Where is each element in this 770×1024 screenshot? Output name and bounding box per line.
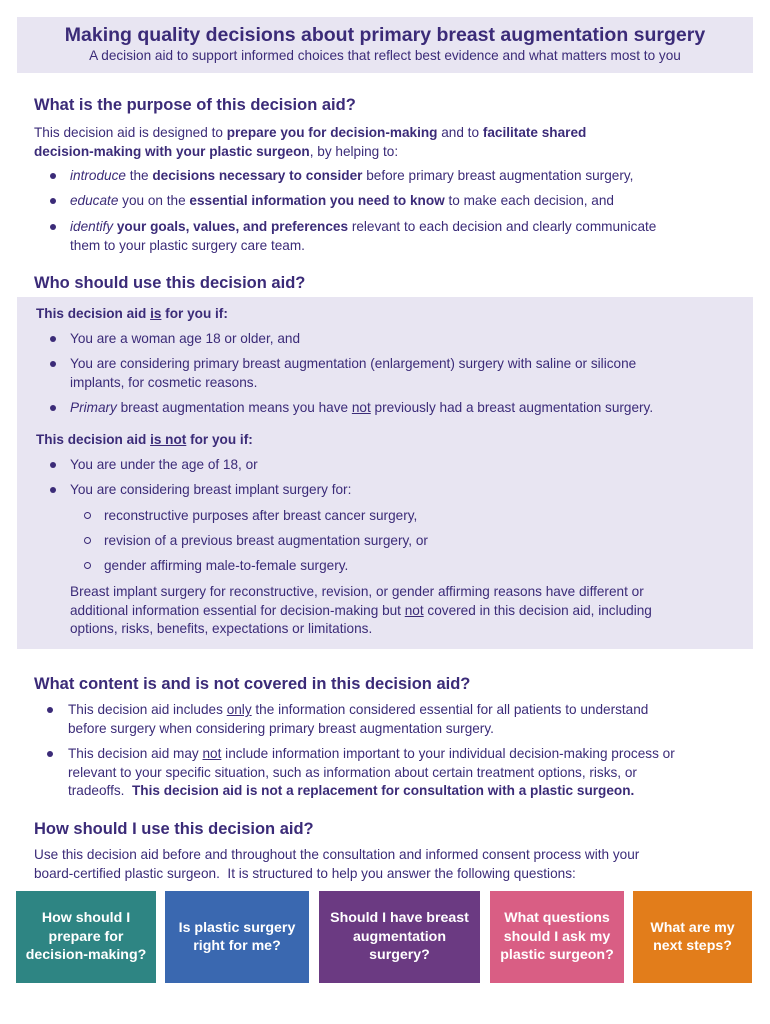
document-subtitle: A decision aid to support informed choices that reflect best evidence and what matters most to you (89, 48, 681, 63)
item-underline: not (351, 400, 371, 415)
nav-box-label: Should I have breast augmentation surgery? (330, 910, 469, 964)
content-bullet (68, 701, 648, 738)
howto-heading: How should I use this decision aid? (34, 820, 314, 838)
howto-line: board-certified plastic surgeon. It is structured to help you answer the following questions: (34, 865, 576, 881)
purpose-bullet (70, 218, 656, 255)
item-text: breast augmentation means you have (116, 400, 352, 415)
nav-box-next-steps[interactable] (633, 891, 752, 983)
bullet-bold: your goals, values, and preferences (116, 219, 349, 234)
item-underline: not (202, 746, 222, 761)
bullet-icon (50, 361, 56, 367)
nav-box-questions[interactable] (490, 891, 624, 983)
item-text: before surgery when considering primary breast augmentation surgery. (68, 720, 494, 736)
bullet-icon (50, 224, 56, 230)
bullet-text: before primary breast augmentation surgery, (362, 168, 634, 183)
purpose-intro (34, 124, 734, 161)
for-item (70, 399, 653, 418)
item-text: relevant to your specific situation, such as information about certain treatment options, risks, or (68, 764, 637, 780)
item-bold: This decision aid is not a replacement for consultation with a plastic surgeon. (131, 783, 635, 798)
label-text: This decision aid (36, 432, 151, 447)
item-text: the information considered essential for all patients to understand (251, 702, 649, 717)
for-label (36, 305, 228, 323)
purpose-bullet (70, 167, 633, 186)
bullet-text: them to your plastic surgery care team. (70, 237, 305, 253)
bullet-italic: identify (70, 219, 114, 234)
note-text: options, risks, benefits, expectations or limitations. (70, 621, 373, 636)
nav-box-right-for-me[interactable] (165, 891, 309, 983)
purpose-bullet (70, 192, 614, 211)
circle-bullet-icon (84, 512, 91, 519)
item-underline: only (226, 702, 252, 717)
nav-box-label: What questions should I ask my plastic surgeon? (500, 910, 614, 964)
label-text: for you if: (186, 432, 253, 447)
nav-box-prepare[interactable] (16, 891, 156, 983)
item-text: You are considering primary breast augmentation (enlargement) surgery with saline or silicone (70, 356, 637, 371)
document-header (17, 17, 753, 73)
who-heading: Who should use this decision aid? (34, 274, 306, 292)
label-text: This decision aid (36, 306, 151, 321)
bullet-italic: educate (70, 193, 119, 208)
bullet-text: relevant to each decision and clearly communicate (348, 219, 657, 234)
bullet-text: the (125, 168, 153, 183)
bullet-italic: introduce (70, 168, 126, 183)
item-text: tradeoffs. (68, 783, 132, 798)
label-underline: is (150, 306, 162, 321)
bullet-icon (47, 751, 53, 757)
intro-text: , by helping to: (309, 143, 399, 159)
bullet-icon (50, 198, 56, 204)
who-note (70, 583, 652, 639)
intro-text: This decision aid is designed to (34, 125, 227, 140)
note-text: Breast implant surgery for reconstructive, revision, or gender affirming reasons have different or (70, 584, 644, 599)
intro-bold: prepare you for decision-making (226, 125, 438, 140)
note-underline: not (404, 602, 424, 618)
item-text: This decision aid may (68, 746, 203, 761)
nav-box-should-i-have[interactable] (319, 891, 480, 983)
label-underline: is not (150, 432, 187, 447)
bullet-text: to make each decision, and (444, 193, 614, 208)
bullet-icon (50, 462, 56, 468)
intro-bold: facilitate shared (482, 125, 587, 140)
not-for-item: You are considering breast implant surgery for: (70, 482, 352, 497)
nav-box-label: What are my next steps? (650, 919, 735, 954)
intro-bold: decision-making with your plastic surgeon (34, 143, 310, 159)
bullet-icon (50, 336, 56, 342)
item-italic: Primary (70, 400, 117, 415)
bullet-icon (47, 707, 53, 713)
document-title: Making quality decisions about primary breast augmentation surgery (64, 24, 706, 46)
item-text: implants, for cosmetic reasons. (70, 374, 258, 390)
bullet-icon (50, 487, 56, 493)
purpose-heading: What is the purpose of this decision aid? (34, 96, 356, 114)
bullet-icon (50, 405, 56, 411)
bullet-text: you on the (118, 193, 190, 208)
note-text: covered in this decision aid, including (423, 602, 652, 618)
item-text: previously had a breast augmentation surgery. (370, 400, 654, 415)
bullet-bold: essential information you need to know (189, 193, 445, 208)
label-text: for you if: (161, 306, 228, 321)
nav-box-label: How should I prepare for decision-making? (25, 910, 147, 964)
bullet-bold: decisions necessary to consider (152, 168, 363, 183)
content-bullet (68, 745, 675, 801)
nav-box-label: Is plastic surgery right for me? (178, 919, 296, 954)
item-text: This decision aid includes (68, 702, 227, 717)
content-heading: What content is and is not covered in this decision aid? (34, 675, 471, 693)
sub-item: revision of a previous breast augmentation surgery, or (104, 533, 428, 548)
circle-bullet-icon (84, 562, 91, 569)
intro-text: and to (437, 125, 483, 140)
sub-item: reconstructive purposes after breast cancer surgery, (104, 508, 418, 523)
not-for-label (36, 431, 253, 449)
circle-bullet-icon (84, 537, 91, 544)
howto-text (34, 846, 744, 883)
not-for-item: You are under the age of 18, or (70, 457, 258, 472)
sub-item: gender affirming male-to-female surgery. (104, 558, 349, 573)
howto-line: Use this decision aid before and throughout the consultation and informed consent process with your (34, 847, 640, 862)
bullet-icon (50, 173, 56, 179)
note-text: additional information essential for decision-making but (70, 602, 405, 618)
for-item (70, 355, 636, 392)
item-text: include information important to your individual decision-making process or (221, 746, 675, 761)
for-item: You are a woman age 18 or older, and (70, 331, 301, 346)
